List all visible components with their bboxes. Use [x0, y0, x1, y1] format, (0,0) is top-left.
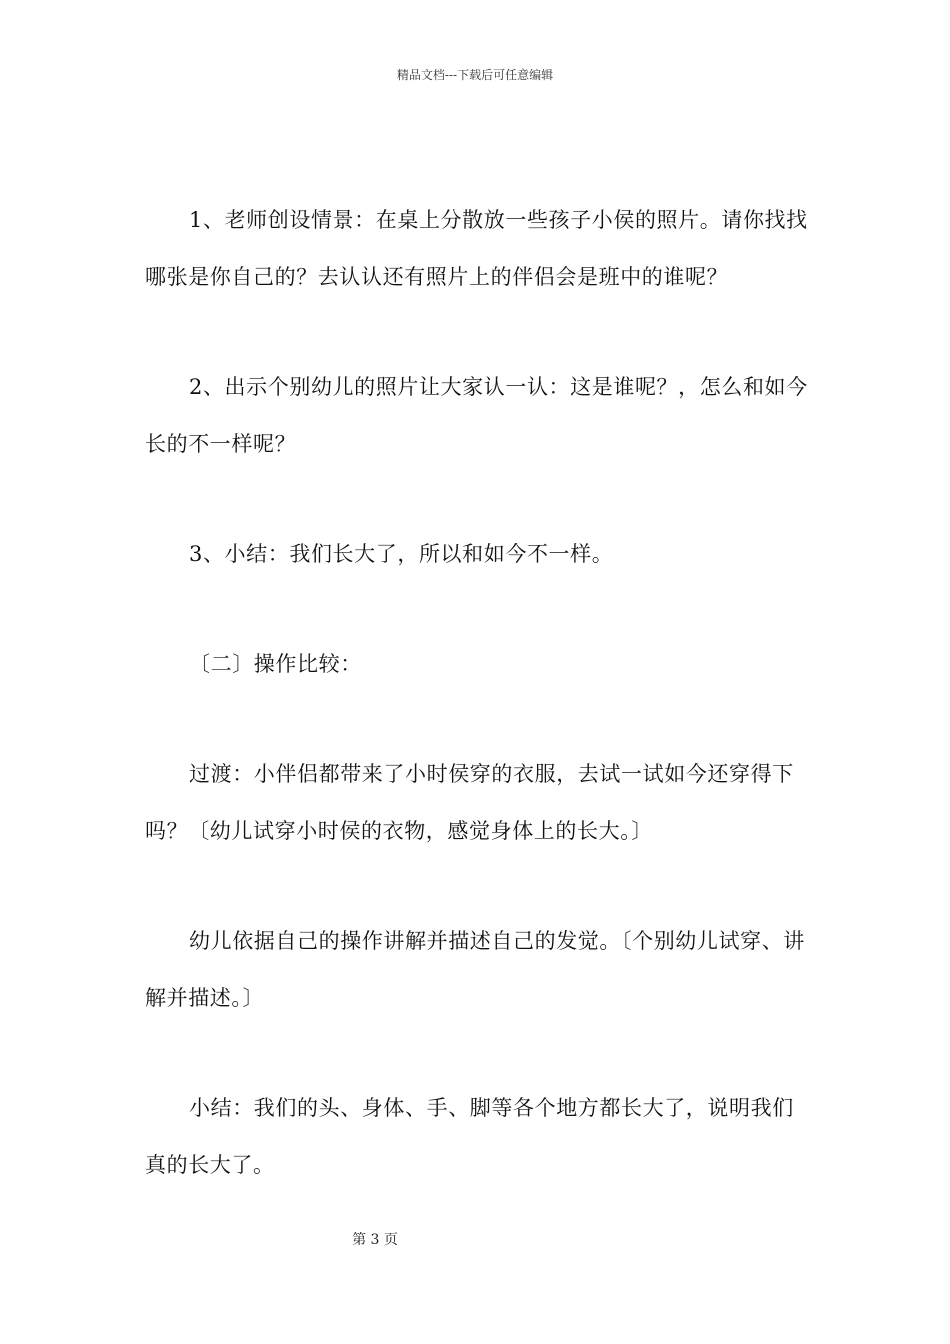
page-header: 精品文档---下载后可任意编辑	[396, 68, 554, 82]
paragraph-6: 小结：我们的头、身体、手、脚等各个地方都长大了，说明我们真的长大了。	[145, 1096, 794, 1177]
page-number: 第 3 页	[352, 1232, 398, 1248]
paragraph-4: 过渡：小伴侣都带来了小时侯穿的衣服，去试一试如今还穿得下吗？〔幼儿试穿小时侯的衣物，感觉身体上的长大。〕	[145, 762, 794, 843]
paragraph-1: 1、老师创设情景：在桌上分散放一些孩子小侯的照片。请你找找哪张是你自己的？去认认还有照片上的伴侣会是班中的谁呢？	[145, 208, 808, 289]
document-body	[145, 192, 810, 1194]
paragraph-5: 幼儿依据自己的操作讲解并描述自己的发觉。〔个别幼儿试穿、讲解并描述。〕	[145, 929, 805, 1010]
paragraph-3: 3、小结：我们长大了，所以和如今不一样。	[189, 542, 614, 566]
paragraph-2: 2、出示个别幼儿的照片让大家认一认：这是谁呢？，怎么和如今长的不一样呢？	[145, 375, 808, 456]
section-heading: 〔二〕操作比较：	[189, 652, 362, 676]
